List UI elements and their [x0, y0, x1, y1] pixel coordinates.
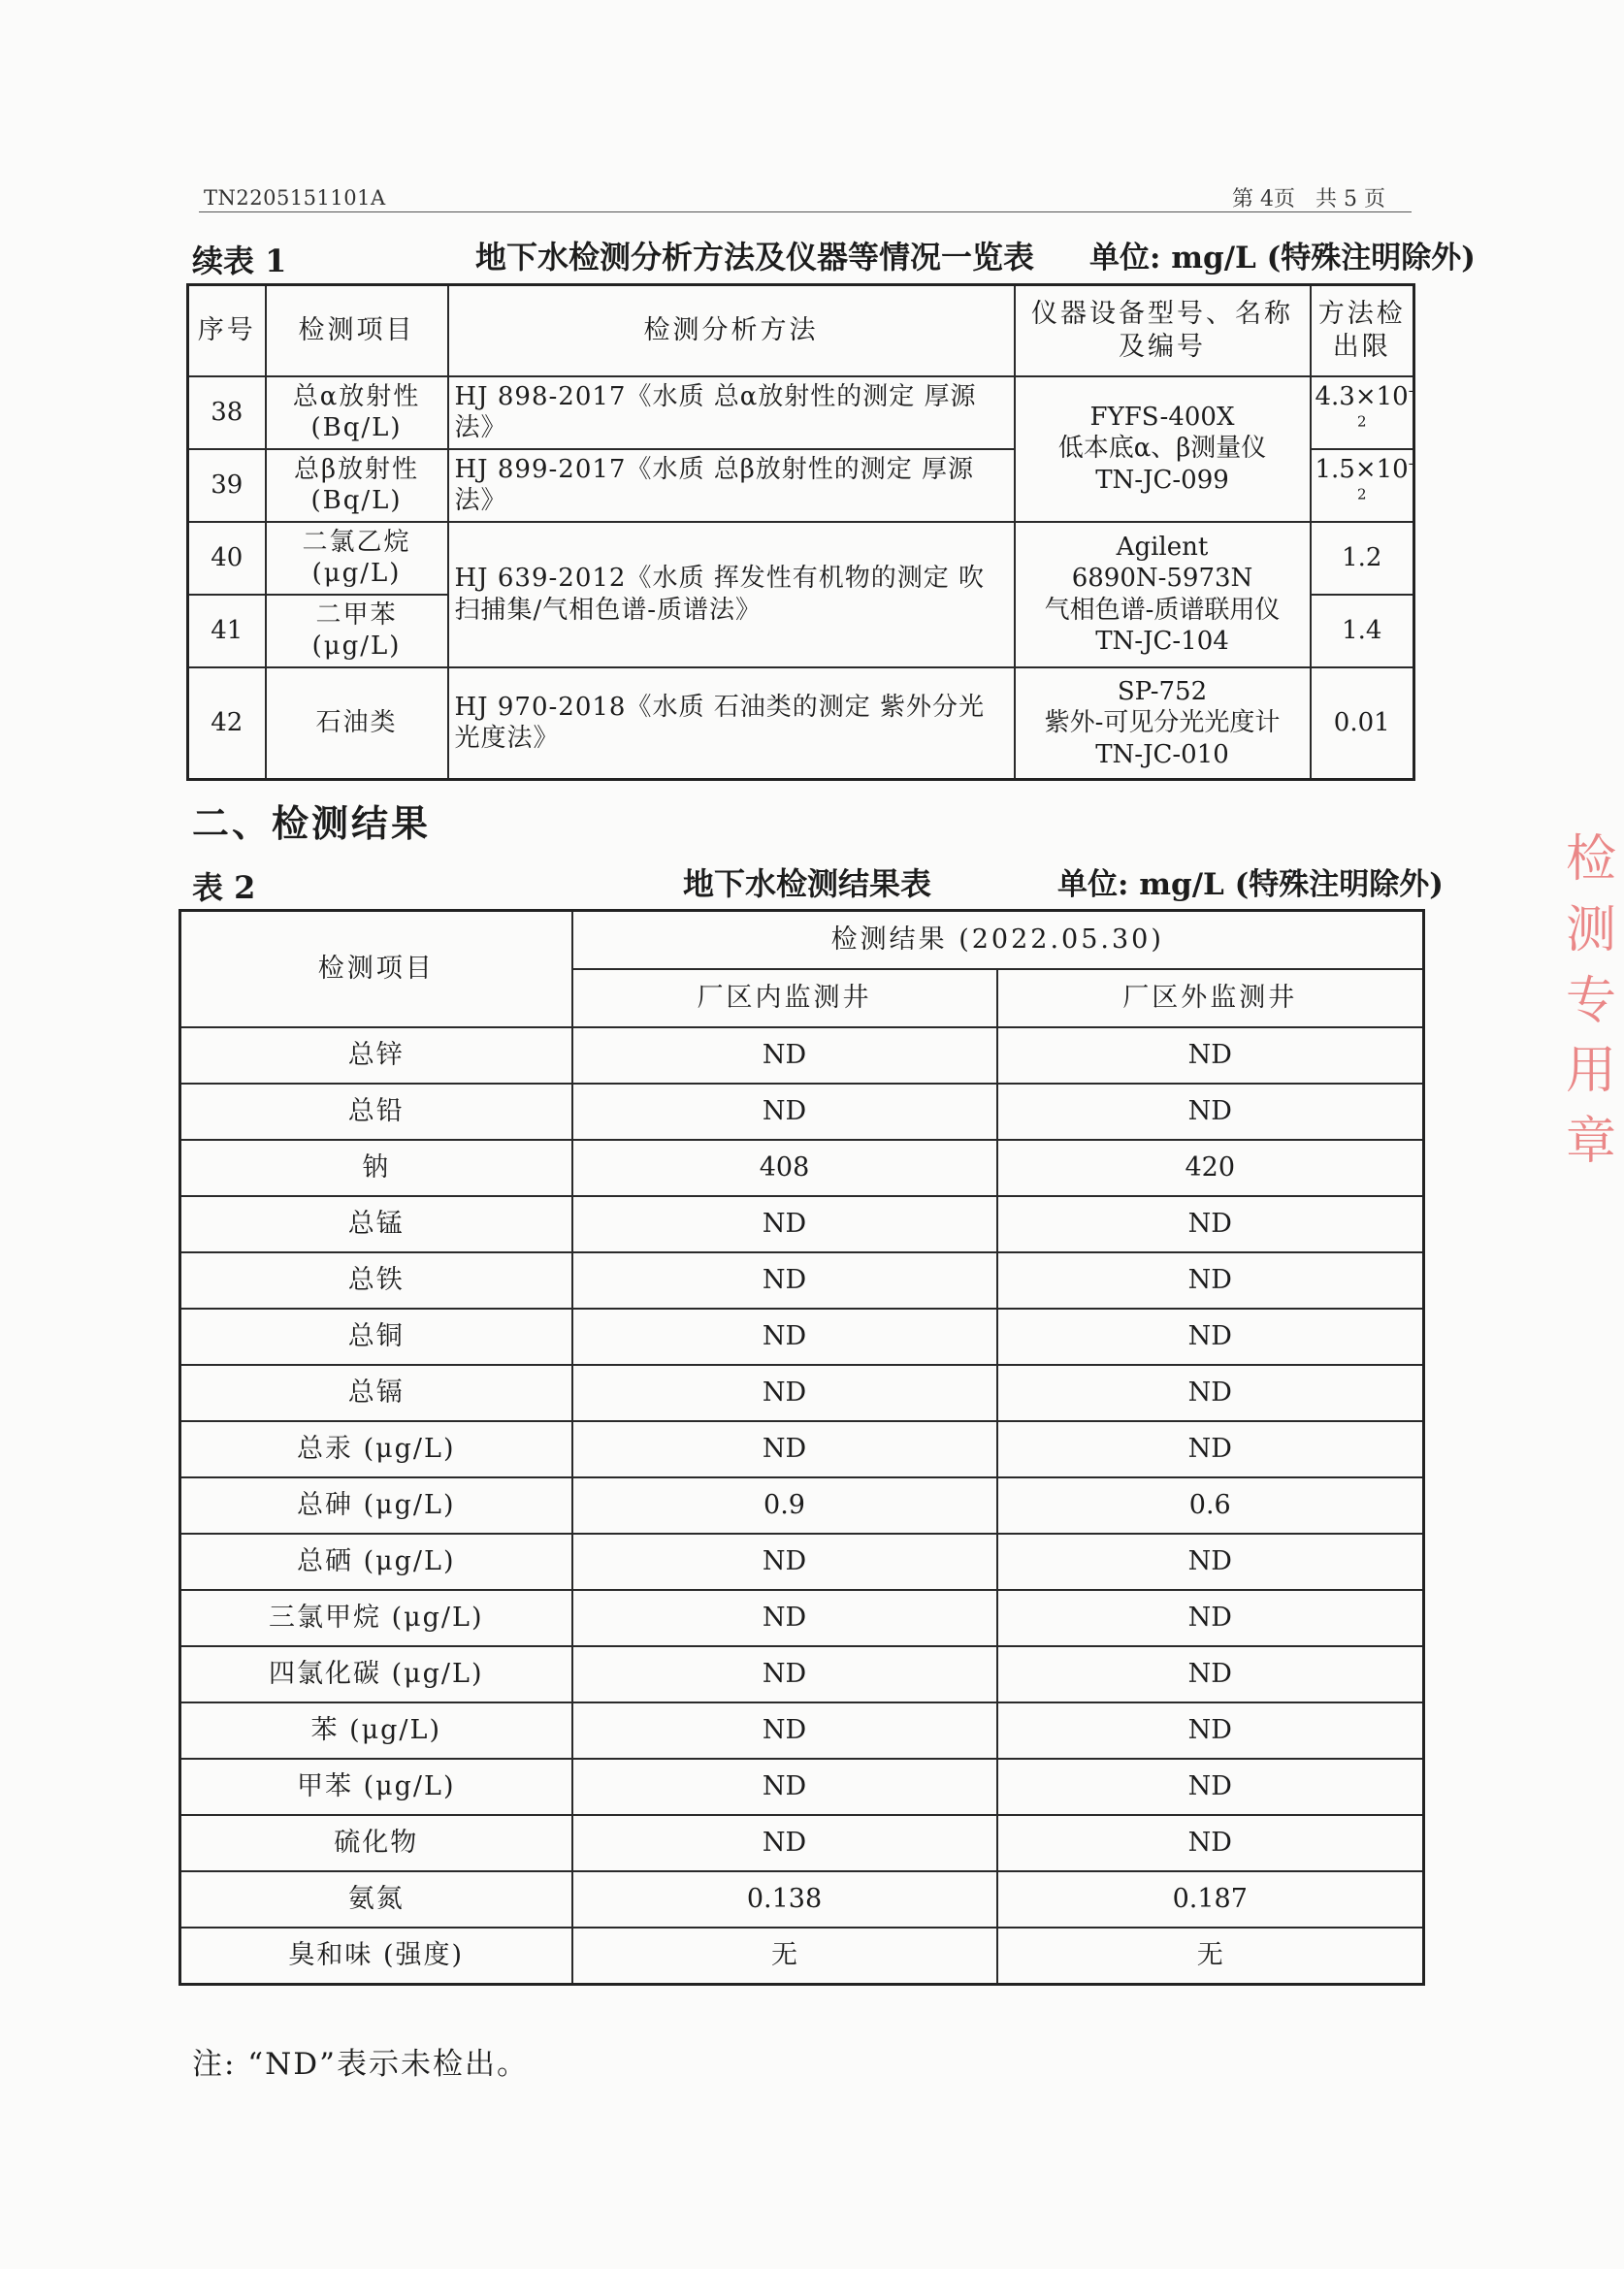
row-outside-value: 0.6	[997, 1477, 1424, 1534]
header-divider	[199, 211, 1412, 212]
row-seq: 41	[188, 595, 266, 667]
header-result: 检测结果 (2022.05.30)	[572, 911, 1424, 970]
row-item: 总铅	[180, 1084, 572, 1140]
row-item: 钠	[180, 1140, 572, 1196]
table-row	[180, 1646, 1424, 1702]
instrument-code: TN-JC-104	[1095, 627, 1229, 656]
row-inside-value: 0.9	[572, 1477, 997, 1534]
report-number: TN2205151101A	[204, 186, 386, 210]
row-item: 总镉	[180, 1365, 572, 1421]
row-item: 臭和味 (强度)	[180, 1928, 572, 1985]
row-outside-value: ND	[997, 1534, 1424, 1590]
table-row	[180, 1871, 1424, 1928]
row-inside-value: ND	[572, 1196, 997, 1252]
header-method: 检测分析方法	[448, 285, 1015, 376]
row-item	[266, 376, 448, 449]
table-row	[180, 1534, 1424, 1590]
item-name: 二氯乙烷	[302, 527, 411, 557]
page-indicator: 第 4页 共 5 页	[1232, 187, 1385, 211]
table-row	[180, 1815, 1424, 1871]
row-outside-value: ND	[997, 1027, 1424, 1084]
row-instrument	[1015, 522, 1311, 667]
row-outside-value: 420	[997, 1140, 1424, 1196]
table-row	[180, 1140, 1424, 1196]
row-seq: 39	[188, 449, 266, 522]
table2-header-row	[180, 911, 1424, 970]
header-seq: 序号	[188, 285, 266, 376]
header-limit: 方法检出限	[1311, 285, 1414, 376]
row-outside-value: ND	[997, 1815, 1424, 1871]
table-row	[180, 1590, 1424, 1646]
row-limit: 0.01	[1311, 667, 1414, 780]
row-item: 总锰	[180, 1196, 572, 1252]
item-name: 二甲苯	[315, 600, 398, 630]
row-method: HJ 899-2017《水质 总β放射性的测定 厚源法》	[448, 449, 1015, 522]
instrument-model: 6890N-5973N	[1071, 564, 1253, 593]
item-unit: (μg/L)	[311, 632, 402, 661]
row-outside-value: 无	[997, 1928, 1424, 1985]
row-limit: $1.5\times 10^{-2}$	[1311, 449, 1414, 522]
row-item: 四氯化碳 (μg/L)	[180, 1646, 572, 1702]
row-item: 总砷 (μg/L)	[180, 1477, 572, 1534]
table-row	[180, 1252, 1424, 1309]
row-outside-value: ND	[997, 1252, 1424, 1309]
row-outside-value: ND	[997, 1365, 1424, 1421]
table-row	[188, 667, 1414, 780]
row-item	[266, 522, 448, 595]
results-table	[179, 909, 1425, 1986]
row-inside-value: ND	[572, 1252, 997, 1309]
row-inside-value: ND	[572, 1421, 997, 1477]
row-instrument	[1015, 376, 1311, 522]
table-row	[180, 1084, 1424, 1140]
row-inside-value: ND	[572, 1815, 997, 1871]
row-item: 氨氮	[180, 1871, 572, 1928]
row-method: HJ 898-2017《水质 总α放射性的测定 厚源法》	[448, 376, 1015, 449]
instrument-code: TN-JC-099	[1095, 465, 1229, 495]
instrument-model: SP-752	[1117, 676, 1208, 706]
table-row	[180, 1365, 1424, 1421]
item-unit: (Bq/L)	[310, 486, 403, 515]
row-outside-value: ND	[997, 1421, 1424, 1477]
table-row	[180, 1196, 1424, 1252]
row-item: 总铁	[180, 1252, 572, 1309]
row-seq: 42	[188, 667, 266, 780]
table1-unit: 单位: mg/L (特殊注明除外)	[1089, 241, 1476, 276]
table1-header-row	[188, 285, 1414, 376]
row-inside-value: ND	[572, 1702, 997, 1759]
row-instrument	[1015, 667, 1311, 780]
header-item: 检测项目	[266, 285, 448, 376]
row-seq: 40	[188, 522, 266, 595]
table1-title: 地下水检测分析方法及仪器等情况一览表	[475, 239, 1035, 276]
row-item	[266, 449, 448, 522]
table-row	[188, 376, 1414, 449]
table2-title: 地下水检测结果表	[683, 865, 932, 902]
row-item: 硫化物	[180, 1815, 572, 1871]
row-outside-value: ND	[997, 1084, 1424, 1140]
item-name: 总α放射性	[292, 381, 421, 411]
row-outside-value: ND	[997, 1702, 1424, 1759]
table2-prefix: 表 2	[192, 869, 256, 906]
row-method: HJ 970-2018《水质 石油类的测定 紫外分光光度法》	[448, 667, 1015, 780]
table1-prefix: 续表 1	[192, 243, 287, 279]
table-row	[180, 1928, 1424, 1985]
table-row	[180, 1702, 1424, 1759]
row-outside-value: ND	[997, 1590, 1424, 1646]
instrument-name: 低本底α、β测量仪	[1057, 434, 1267, 464]
instrument-model: FYFS-400X	[1089, 402, 1235, 432]
row-inside-value: ND	[572, 1759, 997, 1815]
row-inside-value: 408	[572, 1140, 997, 1196]
seal-text: 检测专用章	[1566, 830, 1617, 1172]
table-row	[180, 1027, 1424, 1084]
item-unit: (μg/L)	[311, 559, 402, 588]
section-title: 二、检测结果	[192, 801, 432, 845]
header-inside-well: 厂区内监测井	[572, 969, 997, 1027]
table-row	[180, 1477, 1424, 1534]
row-inside-value: ND	[572, 1309, 997, 1365]
header-outside-well: 厂区外监测井	[997, 969, 1424, 1027]
results-body	[180, 1027, 1424, 1985]
row-limit: 1.4	[1311, 595, 1414, 667]
row-item: 总铜	[180, 1309, 572, 1365]
row-inside-value: ND	[572, 1646, 997, 1702]
row-inside-value: ND	[572, 1365, 997, 1421]
header-item: 检测项目	[180, 911, 572, 1028]
row-outside-value: ND	[997, 1759, 1424, 1815]
row-inside-value: ND	[572, 1590, 997, 1646]
row-limit: $4.3\times 10^{-2}$	[1311, 376, 1414, 449]
row-inside-value: ND	[572, 1084, 997, 1140]
row-inside-value: 0.138	[572, 1871, 997, 1928]
row-item: 石油类	[266, 667, 448, 780]
row-item: 甲苯 (μg/L)	[180, 1759, 572, 1815]
table-row	[180, 1421, 1424, 1477]
item-unit: (Bq/L)	[310, 413, 403, 442]
row-inside-value: 无	[572, 1928, 997, 1985]
row-outside-value: 0.187	[997, 1871, 1424, 1928]
row-outside-value: ND	[997, 1646, 1424, 1702]
header-instrument: 仪器设备型号、名称及编号	[1015, 285, 1311, 376]
row-item: 总汞 (μg/L)	[180, 1421, 572, 1477]
row-inside-value: ND	[572, 1027, 997, 1084]
instrument-code: TN-JC-010	[1095, 739, 1229, 769]
footnote: 注: “ND”表示未检出。	[192, 2047, 529, 2082]
row-item: 苯 (μg/L)	[180, 1702, 572, 1759]
table-row	[180, 1759, 1424, 1815]
table-row	[180, 1309, 1424, 1365]
row-seq: 38	[188, 376, 266, 449]
row-method: HJ 639-2012《水质 挥发性有机物的测定 吹扫捕集/气相色谱-质谱法》	[448, 522, 1015, 667]
table2-unit: 单位: mg/L (特殊注明除外)	[1057, 867, 1444, 902]
official-seal	[1562, 815, 1617, 1172]
row-outside-value: ND	[997, 1196, 1424, 1252]
row-item: 三氯甲烷 (μg/L)	[180, 1590, 572, 1646]
instrument-brand: Agilent	[1116, 532, 1209, 562]
row-item: 总硒 (μg/L)	[180, 1534, 572, 1590]
item-name: 总β放射性	[293, 454, 420, 484]
row-inside-value: ND	[572, 1534, 997, 1590]
row-limit: 1.2	[1311, 522, 1414, 595]
instrument-name: 紫外-可见分光光度计	[1044, 708, 1281, 737]
instrument-name: 气相色谱-质谱联用仪	[1044, 595, 1281, 625]
row-item: 总锌	[180, 1027, 572, 1084]
row-outside-value: ND	[997, 1309, 1424, 1365]
row-item	[266, 595, 448, 667]
table-row	[188, 522, 1414, 595]
method-instrument-table	[186, 283, 1415, 781]
